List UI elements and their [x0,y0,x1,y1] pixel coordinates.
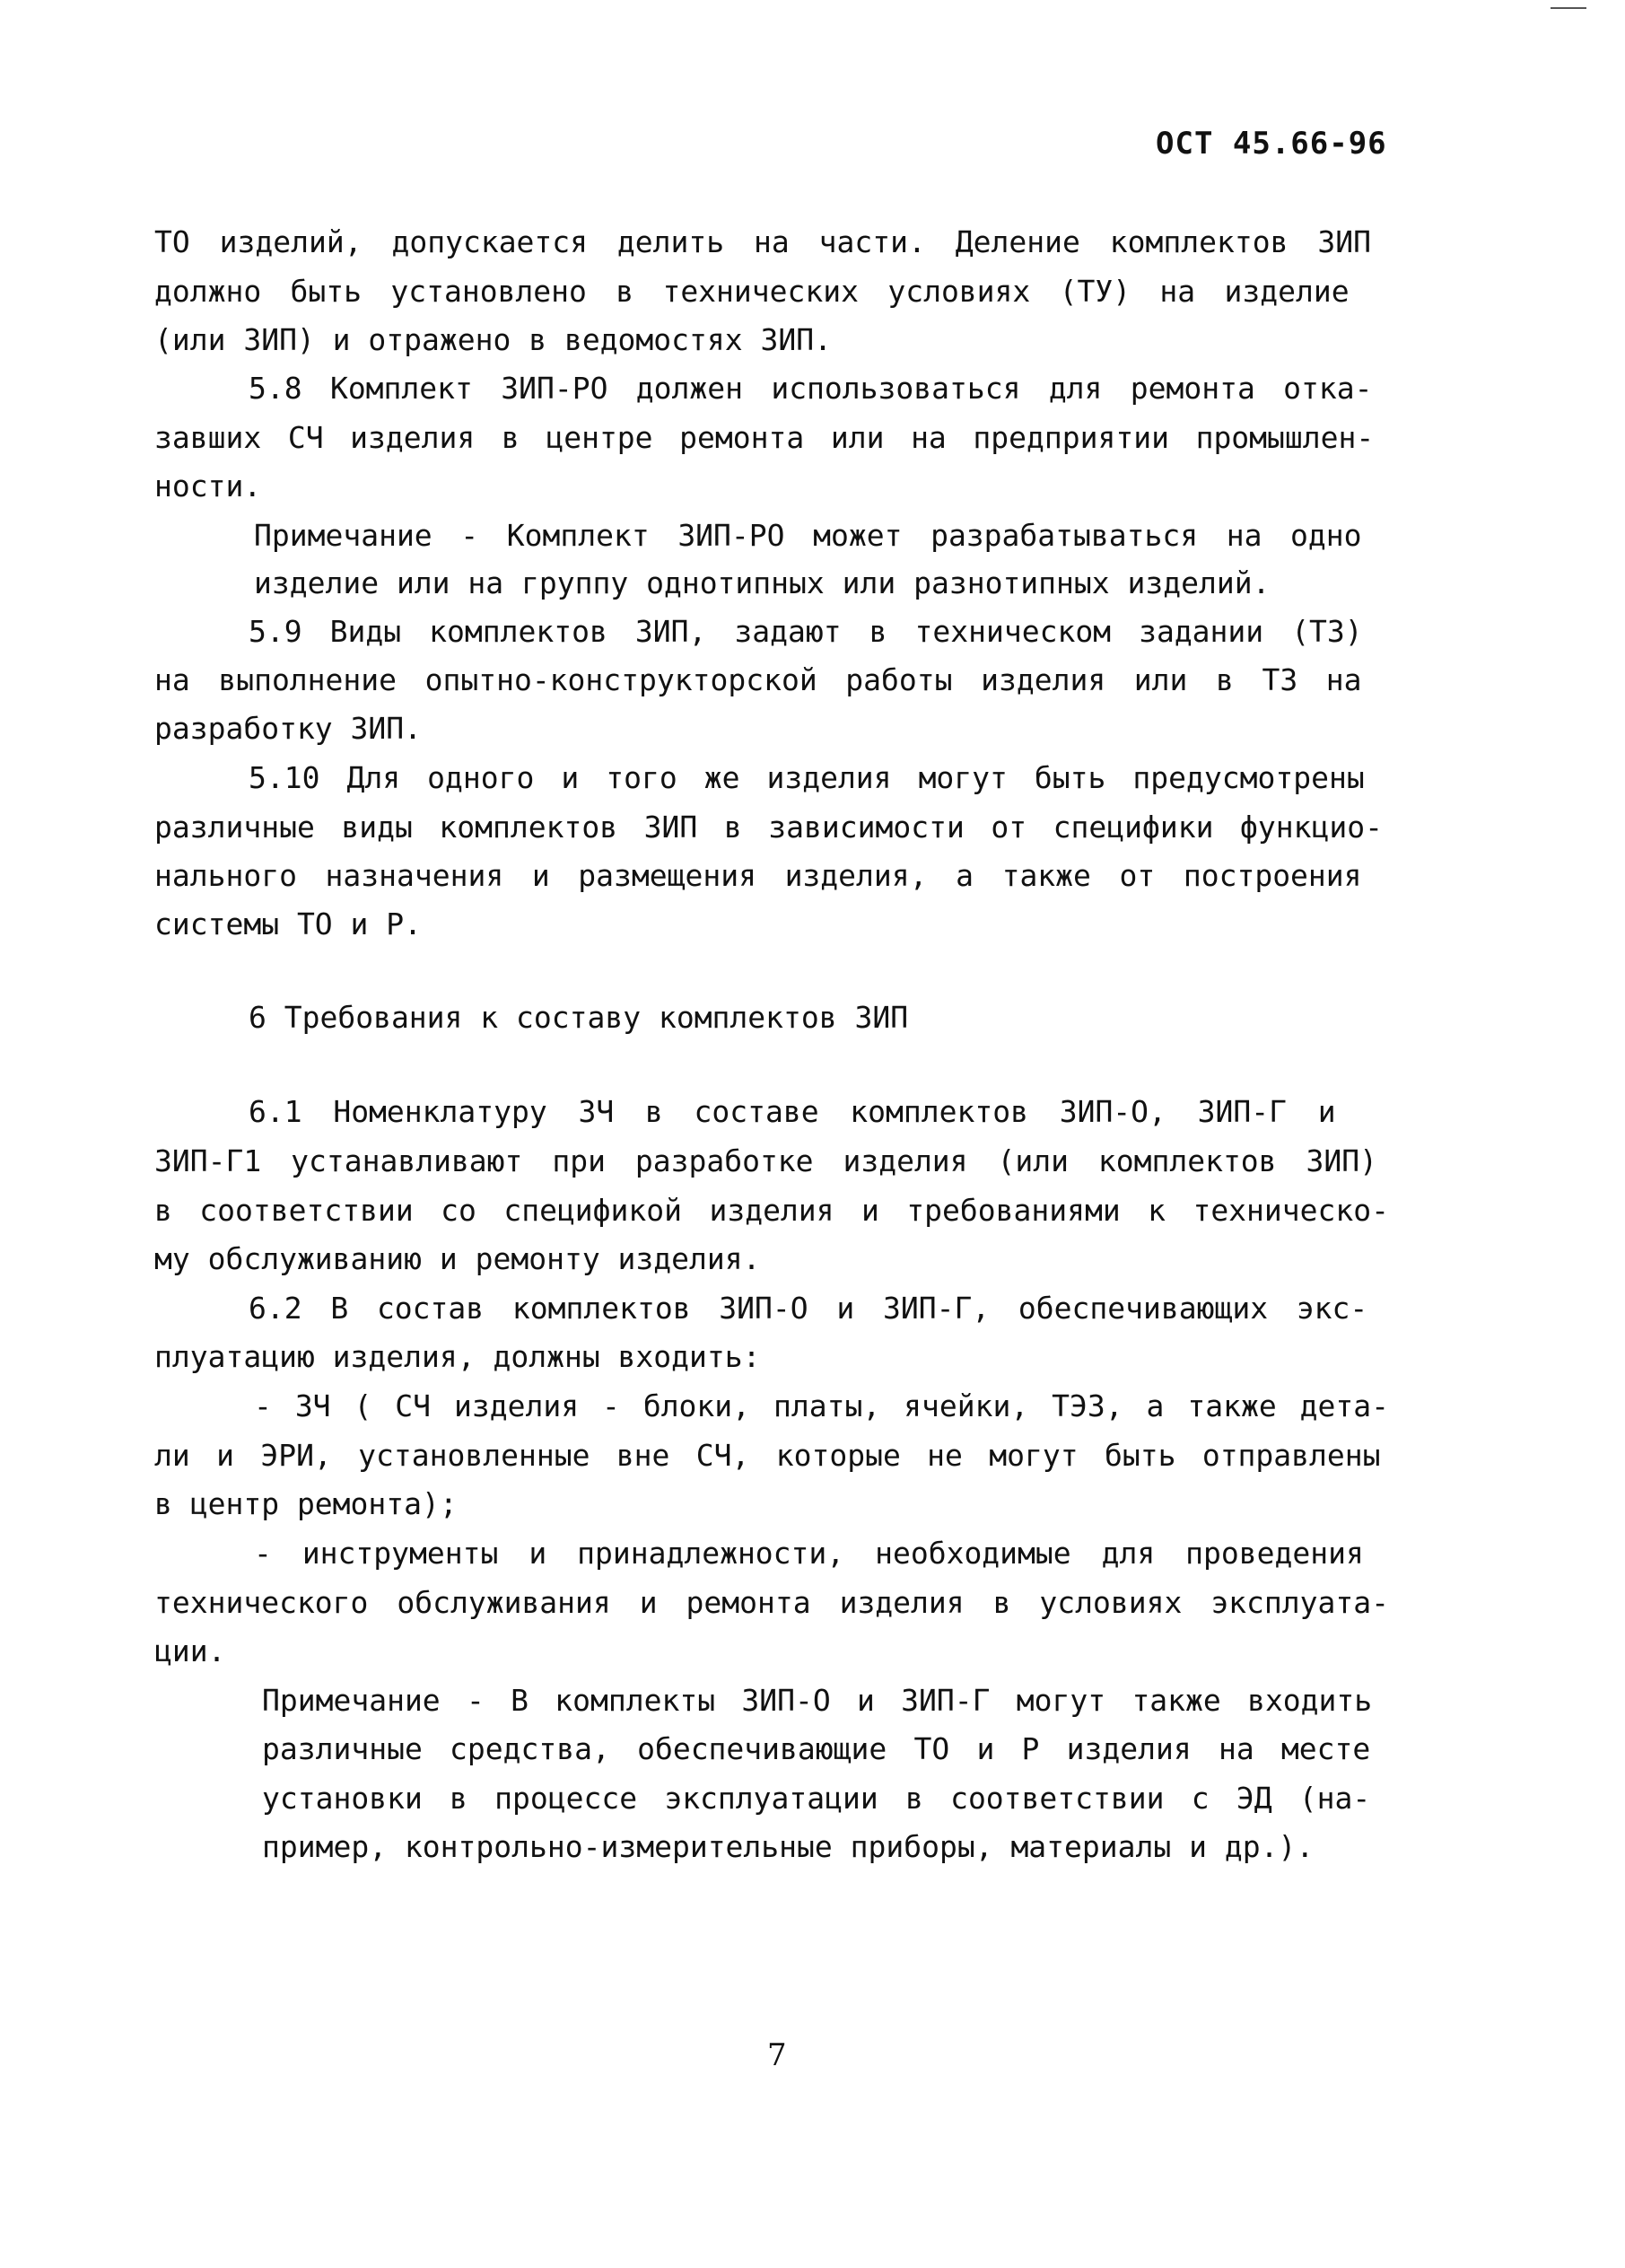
note-line: пример, контрольно-измерительные приборы, материалы и др.). [262,1829,1315,1864]
text-line: 6.2 В состав комплектов ЗИП-О и ЗИП-Г, обеспечивающих экс- [249,1291,1368,1326]
text-line: ТО изделий, допускается делить на части. Деление комплектов ЗИП [154,224,1371,259]
text-line: технического обслуживания и ремонта изделия в условиях эксплуата- [154,1585,1389,1620]
list-item-line: - инструменты и принадлежности, необходимые для проведения [254,1536,1364,1571]
note-line: Примечание - В комплекты ЗИП-О и ЗИП-Г могут также входить [262,1683,1373,1718]
text-line: в соответствии со спецификой изделия и требованиями к техническо- [154,1193,1389,1228]
text-line: 5.9 Виды комплектов ЗИП, задают в техническом задании (ТЗ) [249,614,1363,649]
list-item-line: - ЗЧ ( СЧ изделия - блоки, платы, ячейки, ТЭЗ, а также дета- [254,1388,1389,1423]
note-line: Примечание - Комплект ЗИП-РО может разрабатываться на одно [254,518,1362,553]
text-line: ции. [154,1633,226,1668]
text-line: 5.8 Комплект ЗИП-РО должен использоваться для ремонта отка- [249,371,1373,406]
text-line: различные виды комплектов ЗИП в зависимости от специфики функцио- [154,810,1383,845]
text-line: в центр ремонта); [154,1486,458,1521]
text-line: завших СЧ изделия в центре ремонта или на предприятии промышлен- [154,420,1375,455]
note-line: различные средства, обеспечивающие ТО и Р изделия на месте [262,1731,1371,1766]
text-line: разработку ЗИП. [154,711,423,746]
text-line: ности. [154,468,262,504]
text-line: на выполнение опытно-конструкторской работы изделия или в ТЗ на [154,662,1362,697]
section-heading: 6 Требования к составу комплектов ЗИП [249,1000,909,1035]
document-header: ОСТ 45.66-96 [1156,126,1387,162]
scan-corner-mark [1551,7,1586,9]
text-line: 5.10 Для одного и того же изделия могут быть предусмотрены [249,760,1365,795]
text-line: должно быть установлено в технических условиях (ТУ) на изделие [154,274,1350,309]
text-line: (или ЗИП) и отражено в ведомостях ЗИП. [154,322,832,357]
page-number: 7 [767,2037,787,2073]
text-line: системы ТО и Р. [154,906,423,941]
note-line: установки в процессе эксплуатации в соответствии с ЭД (на- [262,1781,1371,1816]
text-line: плуатацию изделия, должны входить: [154,1339,761,1374]
text-line: ЗИП-Г1 устанавливают при разработке изделия (или комплектов ЗИП) [154,1143,1377,1178]
text-line: 6.1 Номенклатуру ЗЧ в составе комплектов ЗИП-О, ЗИП-Г и [249,1094,1336,1129]
text-line: нального назначения и размещения изделия, а также от построения [154,858,1362,893]
text-line: му обслуживанию и ремонту изделия. [154,1241,761,1276]
note-line: изделие или на группу однотипных или разнотипных изделий. [254,565,1271,600]
text-line: ли и ЭРИ, установленные вне СЧ, которые не могут быть отправлены [154,1438,1381,1473]
